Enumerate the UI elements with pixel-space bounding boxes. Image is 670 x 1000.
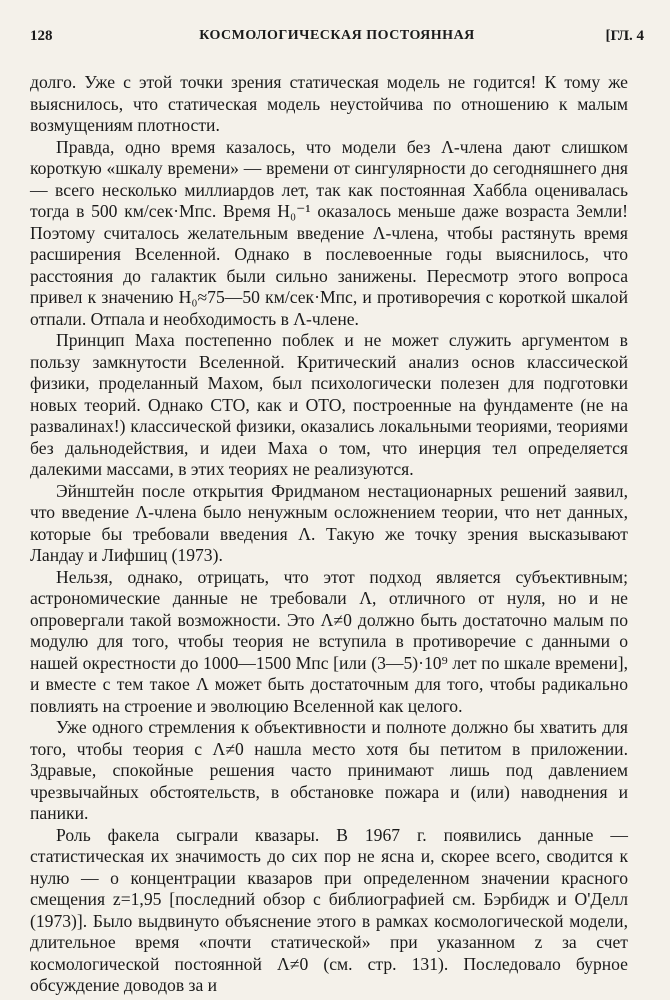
running-title: КОСМОЛОГИЧЕСКАЯ ПОСТОЯННАЯ [199,28,475,43]
chapter-label: [ГЛ. 4 [605,28,644,44]
paragraph: Правда, одно время казалось, что модели без Λ-члена дают слишком короткую «шкалу времени» — времени от сингулярности до сегодняшнего дня — всего несколько миллиардов лет, так как постоянная Хаббла оценивалась тогда в 500 км/сек·Мпс. Время H₀⁻¹ оказалось меньше даже возраста Земли! Поэтому считалось желательным введение Λ-члена, чтобы растянуть время расширения Вселенной. Однако в послевоенные годы выяснилось, что расстояния до галактик были сильно занижены. Пересмотр этого вопроса привел к значению H₀≈75—50 км/сек·Мпс, и противоречия с короткой шкалой отпали. Отпала и необходимость в Λ-члене. [30,136,628,329]
paragraph: Принцип Маха постепенно поблек и не может служить аргументом в пользу замкнутости Вселенной. Критический анализ основ классической физики, проделанный Махом, был психологически полезен для подготовки новых теорий. Однако СТО, как и ОТО, построенные на фундаменте (не на развалинах!) классической физики, оказались локальными теориями, теориями без дальнодействия, и идеи Маха о том, что инерция тел определяется далекими массами, в этих теориях не реализуются. [30,330,628,479]
paragraph: Нельзя, однако, отрицать, что этот подход является субъективным; астрономические данные не требовали Λ, отличного от нуля, но и не опровергали такой возможности. Это Λ≠0 должно быть достаточно малым по модулю для того, чтобы теория не вступила в противоречие с данными о нашей окрестности до 1000—1500 Мпс [или (3—5)·10⁹ лет по шкале времени], и вместе с тем такое Λ может быть достаточным для того, чтобы радикально повлиять на строение и эволюцию Вселенной как целого. [30,566,628,716]
paragraph: Эйнштейн после открытия Фридманом нестационарных решений заявил, что введение Λ-члена было ненужным осложнением теории, что нет данных, которые бы требовали введения Λ. Такую же точку зрения высказывают Ландау и Лифшиц (1973). [30,480,628,565]
page-header [30,28,644,50]
page-number: 128 [30,28,53,44]
paragraph: долго. Уже с этой точки зрения статическая модель не годится! К тому же выяснилось, что статическая модель неустойчива по отношению к малым возмущениям плотности. [30,72,628,135]
paragraph: Роль факела сыграли квазары. В 1967 г. появились данные — статистическая их значимость до сих пор не ясна и, скорее всего, сводится к нулю — о концентрации квазаров при определенном значении красного смещения z=1,95 [последний обзор с библиографией см. Бэрбидж и О'Делл (1973)]. Было выдвинуто объяснение этого в рамках космологической модели, длительное время «почти статической» при указанном z за счет космологической постоянной Λ≠0 (см. стр. 131). Последовало бурное обсуждение доводов за и [30,824,628,995]
paragraph: Уже одного стремления к объективности и полноте должно бы хватить для того, чтобы теория с Λ≠0 нашла место хотя бы петитом в приложении. Здравые, спокойные решения часто принимают лишь под давлением чрезвычайных обстоятельств, в обстановке пожара и (или) наводнения и паники. [30,717,628,823]
page-body [30,72,628,997]
